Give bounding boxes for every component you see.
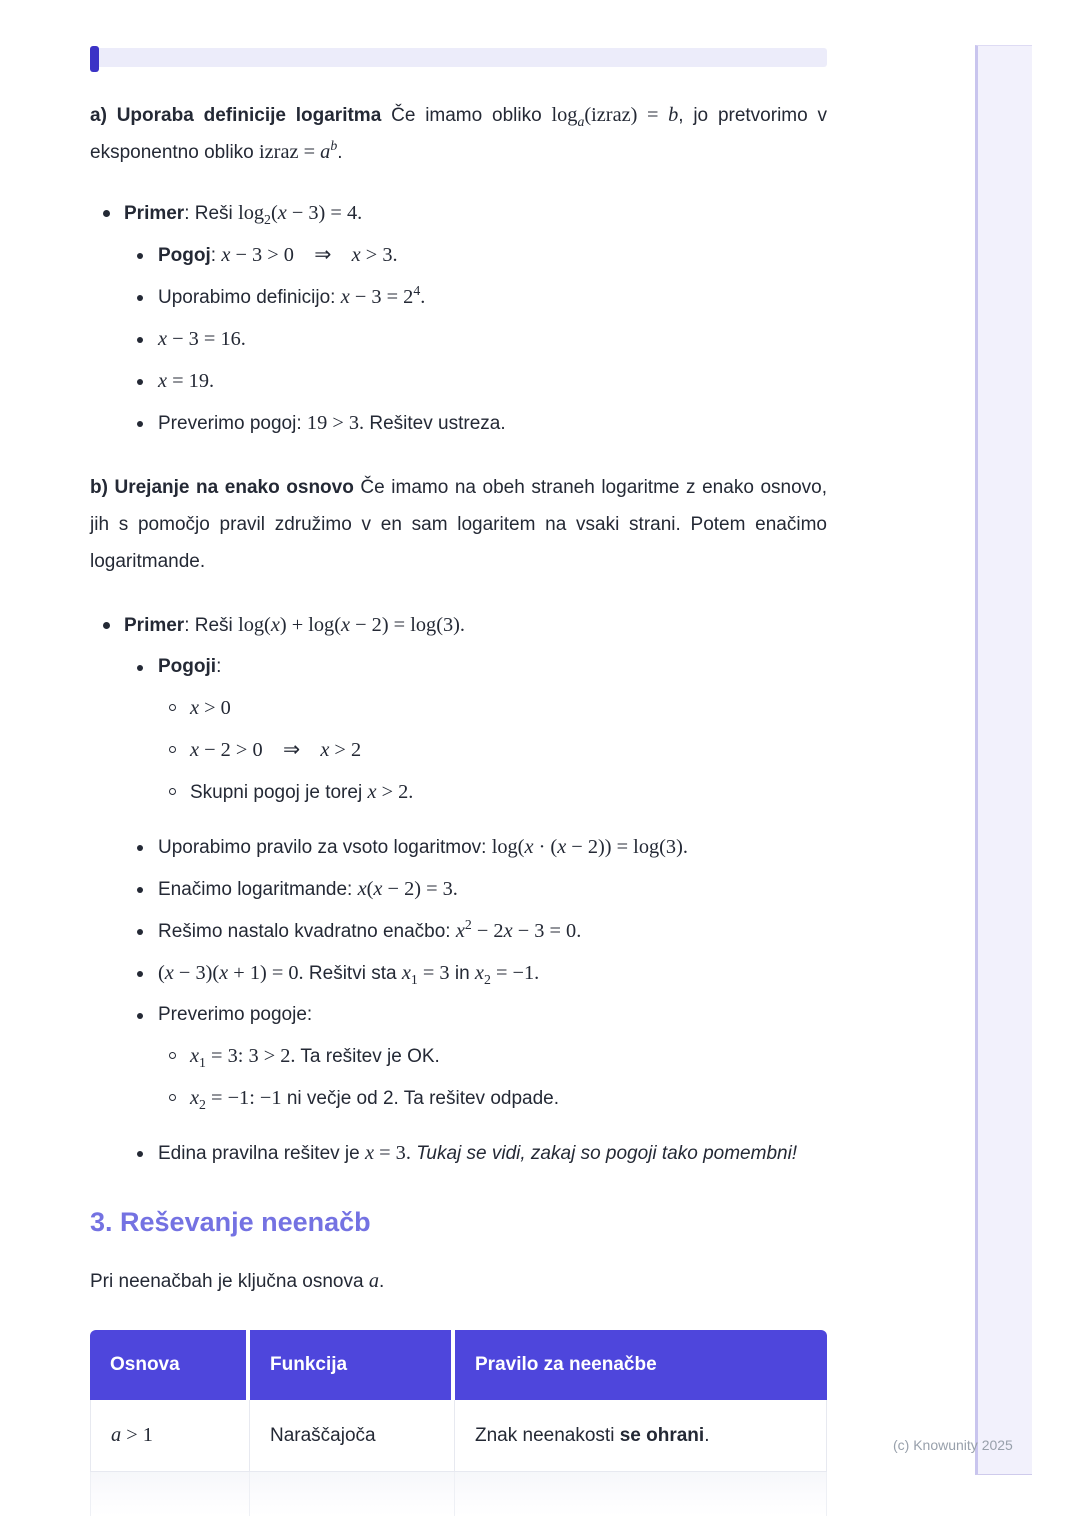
list-item-text: Uporabimo definicijo: $x - 3 = 2^4$. [158,283,426,308]
circle-bullet-icon [169,704,176,711]
list-item [90,408,827,439]
list-item [90,1041,827,1072]
table-cell [90,1472,250,1516]
bullet-icon [137,253,143,259]
list-item [90,652,827,682]
list-item [90,735,827,766]
list-item-text: Edina pravilna rešitev je x = 3. Tukaj se vidi, zakaj so pogoji tako pomembni! [158,1142,798,1164]
paragraph-intro-neenacbe: Pri neenačbah je ključna osnova a. [90,1270,385,1292]
document-page [90,0,827,1516]
list-item-text: x − 2 > 0 ⇒ x > 2 [190,739,362,761]
bullet-icon [137,971,143,977]
list-item-text: Skupni pogoj je torej x > 2. [190,781,414,803]
bullet-icon [137,295,143,301]
table-cell: Znak neenakosti se ohrani. [455,1400,827,1472]
bullet-icon [137,1013,143,1019]
table-cell [455,1472,827,1516]
list-item [90,610,827,641]
list-item [90,198,827,229]
list-item [90,366,827,397]
list-item-text: Preverimo pogoj: 19 > 3. Rešitev ustreza. [158,412,506,434]
list-item [90,282,827,313]
list-item-text: Preverimo pogoje: [158,1004,313,1025]
paragraph-a: a) Uporaba definicije logaritma Če imamo obliko $\log_a(izraz) = b$, jo pretvorimo v eksponentno obliko izraz = $a^b$. [90,104,828,163]
bullet-icon [137,845,143,851]
circle-bullet-icon [169,746,176,753]
bullet-icon [137,665,143,671]
partial-table-row [90,1472,827,1516]
bullet-list-a [90,198,827,439]
list-item [90,1000,827,1030]
list-item [90,240,827,271]
copyright-footer: (c) Knowunity 2025 [893,1437,1013,1453]
list-item-text: Primer: Reši $\log_2(x - 3) = 4$. [124,202,363,228]
callout-accent-bar [90,46,99,72]
circle-bullet-icon [169,1094,176,1101]
table-row [90,1400,827,1472]
list-item [90,777,827,808]
list-item-text: x > 0 [190,697,231,719]
paragraph-b: b) Urejanje na enako osnovo Če imamo na obeh straneh logaritme z enako osnovo, jih s pomočjo pravil združimo v en sam logaritem na vsaki strani. Potem enačimo logaritmande. [90,477,828,572]
rules-table-container [90,1330,827,1516]
circle-bullet-icon [169,1052,176,1059]
list-item [90,324,827,355]
bullet-icon [137,379,143,385]
table-header-cell: Funkcija [250,1330,455,1400]
section-heading: 3. Reševanje neenačb [90,1207,371,1237]
bullet-icon [137,337,143,343]
list-item-text: x − 3 = 16. [158,328,246,350]
right-side-panel [975,45,1032,1475]
list-item-text: x = 19. [158,370,215,392]
list-item-text: (x − 3)(x + 1) = 0. Rešitvi sta $x_1 = 3$ in $x_2 = -1$. [158,962,540,988]
bullet-list-b [90,610,827,1169]
list-item-text: $x_1 = 3$: 3 > 2. Ta rešitev je OK. [190,1045,440,1071]
table-header-cell: Osnova [90,1330,250,1400]
bullet-icon [137,887,143,893]
circle-bullet-icon [169,788,176,795]
list-item [90,693,827,724]
bullet-icon [137,1151,143,1157]
table-cell: a > 1 [90,1400,250,1472]
list-item-text: Pogoji: [158,656,222,677]
list-item-text: Primer: Reši log(x) + log(x − 2) = log(3). [124,614,465,636]
list-item-text: Pogoj: x − 3 > 0 ⇒ x > 3. [158,244,398,266]
list-item-text: Uporabimo pravilo za vsoto logaritmov: log(x · (x − 2)) = log(3). [158,836,688,858]
bullet-icon [137,421,143,427]
table-cell [250,1472,455,1516]
list-item [90,1138,827,1169]
list-item [90,1083,827,1114]
table-header-cell: Pravilo za neenačbe [455,1330,827,1400]
list-item [90,958,827,989]
table-cell: Naraščajoča [250,1400,455,1472]
list-item-text: $x_2 = -1$: −1 ni večje od 2. Ta rešitev odpade. [190,1087,560,1113]
list-item-text: Enačimo logaritmande: x(x − 2) = 3. [158,878,458,900]
bullet-icon [103,210,110,217]
table-header-row [90,1330,827,1400]
list-item [90,832,827,863]
callout-remnant [90,48,827,67]
list-item [90,916,827,947]
bullet-icon [103,622,110,629]
list-item-text: Rešimo nastalo kvadratno enačbo: $x^2 - 2x - 3 = 0$. [158,917,582,942]
rules-table [90,1330,827,1516]
list-item [90,874,827,905]
bullet-icon [137,929,143,935]
